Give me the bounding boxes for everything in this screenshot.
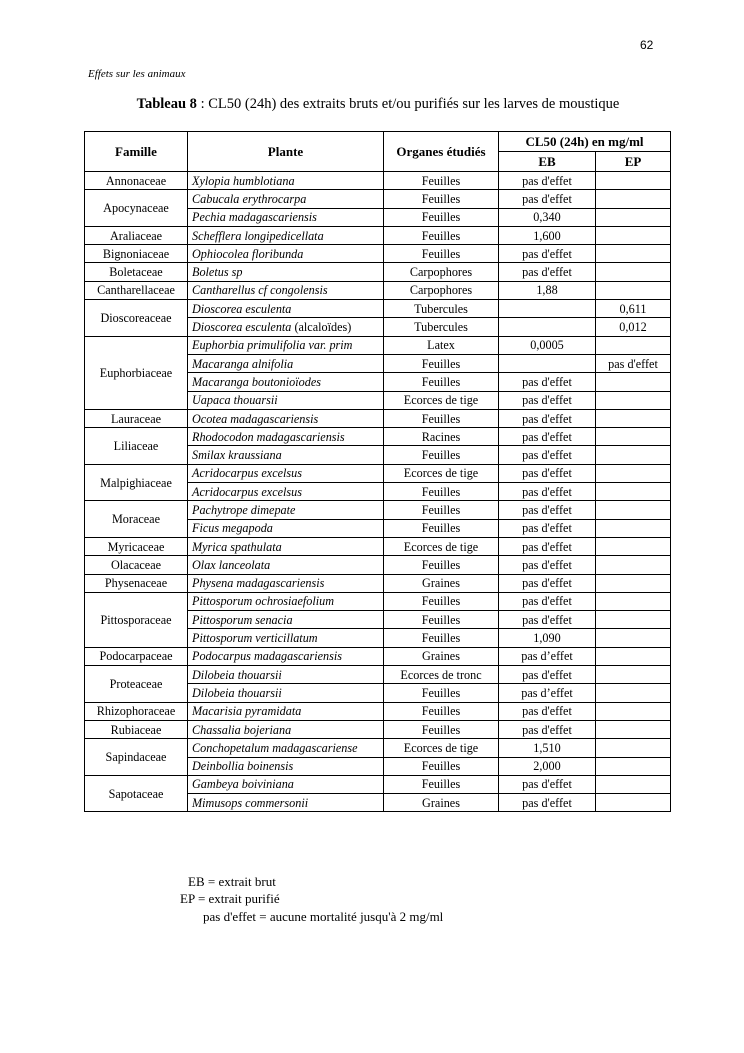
plant-cell xyxy=(188,300,384,318)
plant-name: Gambeya boiviniana xyxy=(192,777,294,792)
ep-value-cell xyxy=(596,245,671,263)
ep-value-cell xyxy=(596,592,671,610)
family-cell: Podocarpaceae xyxy=(85,647,188,665)
ep-value-cell xyxy=(596,647,671,665)
table-row xyxy=(85,739,671,757)
family-cell: Moraceae xyxy=(85,501,188,538)
eb-value-cell: 0,0005 xyxy=(499,336,596,354)
eb-value-cell: pas d'effet xyxy=(499,592,596,610)
ep-value-cell xyxy=(596,537,671,555)
ep-value-cell xyxy=(596,483,671,501)
organ-cell: Graines xyxy=(384,647,499,665)
plant-cell xyxy=(188,336,384,354)
family-cell: Olacaceae xyxy=(85,556,188,574)
organ-cell: Latex xyxy=(384,336,499,354)
plant-cell xyxy=(188,245,384,263)
ep-value-cell xyxy=(596,611,671,629)
table-row xyxy=(85,172,671,190)
table-row xyxy=(85,409,671,427)
plant-cell xyxy=(188,263,384,281)
ep-value-cell xyxy=(596,720,671,738)
ep-value-cell xyxy=(596,446,671,464)
eb-value-cell xyxy=(499,300,596,318)
plant-name: Olax lanceolata xyxy=(192,557,271,572)
organ-cell: Tubercules xyxy=(384,300,499,318)
eb-value-cell xyxy=(499,318,596,336)
table-caption xyxy=(0,96,744,113)
plant-cell xyxy=(188,574,384,592)
organ-cell: Feuilles xyxy=(384,775,499,793)
eb-value-cell: pas d’effet xyxy=(499,647,596,665)
table-row xyxy=(85,592,671,610)
organ-cell: Feuilles xyxy=(384,556,499,574)
plant-name: Dioscorea esculenta xyxy=(192,320,292,335)
eb-value-cell: pas d'effet xyxy=(499,775,596,793)
family-cell: Pittosporaceae xyxy=(85,592,188,647)
running-header: Effets sur les animaux xyxy=(88,68,186,80)
ep-value-cell: pas d'effet xyxy=(596,354,671,372)
organ-cell: Feuilles xyxy=(384,629,499,647)
organ-cell: Tubercules xyxy=(384,318,499,336)
plant-name: Deinbollia boinensis xyxy=(192,759,294,774)
family-cell: Proteaceae xyxy=(85,666,188,703)
organ-cell: Ecorces de tige xyxy=(384,739,499,757)
organ-cell: Feuilles xyxy=(384,611,499,629)
eb-value-cell: pas d'effet xyxy=(499,574,596,592)
table-row xyxy=(85,263,671,281)
table-row xyxy=(85,501,671,519)
plant-name: Pittosporum ochrosiaefolium xyxy=(192,594,335,609)
organ-cell: Carpophores xyxy=(384,281,499,299)
plant-cell xyxy=(188,172,384,190)
plant-cell xyxy=(188,611,384,629)
family-cell: Boletaceae xyxy=(85,263,188,281)
table-row xyxy=(85,300,671,318)
plant-name: Cabucala erythrocarpa xyxy=(192,191,307,206)
organ-cell: Feuilles xyxy=(384,702,499,720)
organ-cell: Feuilles xyxy=(384,172,499,190)
family-cell: Rhizophoraceae xyxy=(85,702,188,720)
plant-cell xyxy=(188,666,384,684)
ep-value-cell xyxy=(596,208,671,226)
family-cell: Annonaceae xyxy=(85,172,188,190)
plant-cell xyxy=(188,519,384,537)
plant-name: Boletus sp xyxy=(192,265,243,280)
ep-value-cell xyxy=(596,794,671,812)
plant-cell xyxy=(188,794,384,812)
ep-value-cell xyxy=(596,519,671,537)
organ-cell: Ecorces de tronc xyxy=(384,666,499,684)
plant-cell xyxy=(188,190,384,208)
plant-name: Ficus megapoda xyxy=(192,521,273,536)
plant-cell xyxy=(188,373,384,391)
eb-value-cell: pas d'effet xyxy=(499,409,596,427)
plant-name: Dioscorea esculenta xyxy=(192,301,292,316)
eb-value-cell: pas d'effet xyxy=(499,537,596,555)
eb-value-cell: pas d'effet xyxy=(499,483,596,501)
ep-value-cell xyxy=(596,281,671,299)
results-table xyxy=(84,131,671,812)
eb-value-cell: pas d'effet xyxy=(499,611,596,629)
family-cell: Bignoniaceae xyxy=(85,245,188,263)
plant-cell xyxy=(188,464,384,482)
plant-name: Ophiocolea floribunda xyxy=(192,246,304,261)
eb-value-cell xyxy=(499,354,596,372)
ep-value-cell: 0,611 xyxy=(596,300,671,318)
table-row xyxy=(85,190,671,208)
organ-cell: Feuilles xyxy=(384,501,499,519)
eb-value-cell: pas d'effet xyxy=(499,556,596,574)
plant-name: Xylopia humblotiana xyxy=(192,173,295,188)
family-cell: Physenaceae xyxy=(85,574,188,592)
table-row xyxy=(85,574,671,592)
organ-cell: Feuilles xyxy=(384,684,499,702)
ep-value-cell xyxy=(596,574,671,592)
table-row xyxy=(85,720,671,738)
eb-value-cell: pas d'effet xyxy=(499,464,596,482)
plant-cell xyxy=(188,592,384,610)
plant-cell xyxy=(188,739,384,757)
ep-value-cell xyxy=(596,226,671,244)
plant-cell xyxy=(188,281,384,299)
plant-name: Schefflera longipedicellata xyxy=(192,228,324,243)
plant-name: Mimusops commersonii xyxy=(192,795,309,810)
eb-value-cell: pas d'effet xyxy=(499,391,596,409)
header-famille: Famille xyxy=(85,132,188,172)
plant-cell xyxy=(188,501,384,519)
organ-cell: Feuilles xyxy=(384,354,499,372)
eb-value-cell: 1,510 xyxy=(499,739,596,757)
header-organes: Organes étudiés xyxy=(384,132,499,172)
family-cell: Araliaceae xyxy=(85,226,188,244)
organ-cell: Feuilles xyxy=(384,592,499,610)
header-plante: Plante xyxy=(188,132,384,172)
plant-cell xyxy=(188,409,384,427)
table-row xyxy=(85,556,671,574)
table-row xyxy=(85,666,671,684)
plant-name: Rhodocodon madagascariensis xyxy=(192,429,345,444)
family-cell: Rubiaceae xyxy=(85,720,188,738)
organ-cell: Feuilles xyxy=(384,720,499,738)
organ-cell: Feuilles xyxy=(384,519,499,537)
plant-name: Macaranga alnifolia xyxy=(192,356,294,371)
plant-cell xyxy=(188,556,384,574)
family-cell: Malpighiaceae xyxy=(85,464,188,501)
plant-cell xyxy=(188,629,384,647)
ep-value-cell xyxy=(596,464,671,482)
ep-value-cell xyxy=(596,501,671,519)
ep-value-cell xyxy=(596,666,671,684)
plant-name: Acridocarpus excelsus xyxy=(192,466,302,481)
ep-value-cell xyxy=(596,428,671,446)
eb-value-cell: 0,340 xyxy=(499,208,596,226)
plant-cell xyxy=(188,208,384,226)
legend-eb: EB = extrait brut xyxy=(188,874,276,889)
organ-cell: Ecorces de tige xyxy=(384,537,499,555)
ep-value-cell xyxy=(596,190,671,208)
family-cell: Sapindaceae xyxy=(85,739,188,776)
plant-name: Dilobeia thouarsii xyxy=(192,667,282,682)
eb-value-cell: pas d'effet xyxy=(499,446,596,464)
legend-pas-effet: pas d'effet = aucune mortalité jusqu'à 2 mg/ml xyxy=(203,909,444,924)
plant-cell xyxy=(188,391,384,409)
eb-value-cell: 1,88 xyxy=(499,281,596,299)
eb-value-cell: 2,000 xyxy=(499,757,596,775)
table-row xyxy=(85,775,671,793)
plant-cell xyxy=(188,428,384,446)
plant-name: Macarisia pyramidata xyxy=(192,704,302,719)
family-cell: Sapotaceae xyxy=(85,775,188,812)
ep-value-cell xyxy=(596,702,671,720)
plant-name: Smilax kraussiana xyxy=(192,448,282,463)
plant-name: Physena madagascariensis xyxy=(192,576,325,591)
plant-cell xyxy=(188,775,384,793)
family-cell: Euphorbiaceae xyxy=(85,336,188,409)
plant-name: Uapaca thouarsii xyxy=(192,393,278,408)
ep-value-cell xyxy=(596,373,671,391)
organ-cell: Ecorces de tige xyxy=(384,464,499,482)
plant-name: Ocotea madagascariensis xyxy=(192,411,319,426)
plant-name: Macaranga boutonioïodes xyxy=(192,374,321,389)
plant-cell xyxy=(188,446,384,464)
table-row xyxy=(85,245,671,263)
plant-name: Pechia madagascariensis xyxy=(192,210,317,225)
header-cl50: CL50 (24h) en mg/ml xyxy=(499,132,671,152)
eb-value-cell: pas d'effet xyxy=(499,263,596,281)
ep-value-cell xyxy=(596,263,671,281)
plant-cell xyxy=(188,483,384,501)
family-cell: Lauraceae xyxy=(85,409,188,427)
plant-name: Pittosporum verticillatum xyxy=(192,631,318,646)
family-cell: Dioscoreaceae xyxy=(85,300,188,337)
organ-cell: Feuilles xyxy=(384,446,499,464)
table-row xyxy=(85,647,671,665)
plant-note: (alcaloïdes) xyxy=(291,320,352,335)
ep-value-cell xyxy=(596,556,671,574)
eb-value-cell: pas d'effet xyxy=(499,172,596,190)
plant-name: Pachytrope dimepate xyxy=(192,502,296,517)
organ-cell: Racines xyxy=(384,428,499,446)
table-row xyxy=(85,702,671,720)
organ-cell: Feuilles xyxy=(384,245,499,263)
eb-value-cell: pas d'effet xyxy=(499,373,596,391)
eb-value-cell: 1,090 xyxy=(499,629,596,647)
plant-cell xyxy=(188,702,384,720)
ep-value-cell xyxy=(596,391,671,409)
table-row xyxy=(85,537,671,555)
eb-value-cell: pas d'effet xyxy=(499,702,596,720)
ep-value-cell xyxy=(596,172,671,190)
plant-cell xyxy=(188,537,384,555)
table-row xyxy=(85,281,671,299)
eb-value-cell: pas d'effet xyxy=(499,245,596,263)
ep-value-cell xyxy=(596,775,671,793)
plant-name: Pittosporum senacia xyxy=(192,612,293,627)
organ-cell: Feuilles xyxy=(384,409,499,427)
organ-cell: Ecorces de tige xyxy=(384,391,499,409)
plant-name: Chassalia bojeriana xyxy=(192,722,292,737)
ep-value-cell xyxy=(596,336,671,354)
table-row xyxy=(85,464,671,482)
plant-name: Cantharellus cf congolensis xyxy=(192,283,328,298)
ep-value-cell xyxy=(596,629,671,647)
family-cell: Liliaceae xyxy=(85,428,188,465)
plant-cell xyxy=(188,684,384,702)
eb-value-cell: pas d'effet xyxy=(499,720,596,738)
organ-cell: Carpophores xyxy=(384,263,499,281)
plant-name: Dilobeia thouarsii xyxy=(192,685,282,700)
eb-value-cell: pas d'effet xyxy=(499,190,596,208)
plant-cell xyxy=(188,354,384,372)
table-body xyxy=(85,172,671,812)
organ-cell: Feuilles xyxy=(384,483,499,501)
eb-value-cell: pas d'effet xyxy=(499,519,596,537)
family-cell: Myricaceae xyxy=(85,537,188,555)
plant-cell xyxy=(188,757,384,775)
table-row xyxy=(85,428,671,446)
organ-cell: Graines xyxy=(384,794,499,812)
family-cell: Apocynaceae xyxy=(85,190,188,227)
organ-cell: Feuilles xyxy=(384,190,499,208)
plant-cell xyxy=(188,720,384,738)
eb-value-cell: pas d'effet xyxy=(499,794,596,812)
eb-value-cell: pas d’effet xyxy=(499,684,596,702)
header-eb: EB xyxy=(499,152,596,172)
ep-value-cell: 0,012 xyxy=(596,318,671,336)
header-ep: EP xyxy=(596,152,671,172)
organ-cell: Feuilles xyxy=(384,373,499,391)
eb-value-cell: pas d'effet xyxy=(499,428,596,446)
organ-cell: Feuilles xyxy=(384,226,499,244)
plant-name: Podocarpus madagascariensis xyxy=(192,649,342,664)
organ-cell: Feuilles xyxy=(384,208,499,226)
ep-value-cell xyxy=(596,409,671,427)
eb-value-cell: 1,600 xyxy=(499,226,596,244)
legend-ep: EP = extrait purifié xyxy=(180,891,280,906)
family-cell: Cantharellaceae xyxy=(85,281,188,299)
plant-name: Myrica spathulata xyxy=(192,539,282,554)
plant-name: Euphorbia primulifolia var. prim xyxy=(192,338,353,353)
plant-cell xyxy=(188,647,384,665)
plant-name: Conchopetalum madagascariense xyxy=(192,740,358,755)
plant-cell xyxy=(188,226,384,244)
caption-text: : CL50 (24h) des extraits bruts et/ou purifiés sur les larves de moustique xyxy=(196,96,620,112)
table-row xyxy=(85,336,671,354)
eb-value-cell: pas d'effet xyxy=(499,501,596,519)
ep-value-cell xyxy=(596,684,671,702)
eb-value-cell: pas d'effet xyxy=(499,666,596,684)
table-row xyxy=(85,226,671,244)
plant-name: Acridocarpus excelsus xyxy=(192,484,302,499)
plant-cell xyxy=(188,318,384,336)
organ-cell: Graines xyxy=(384,574,499,592)
organ-cell: Feuilles xyxy=(384,757,499,775)
caption-label: Tableau 8 xyxy=(136,96,197,112)
ep-value-cell xyxy=(596,739,671,757)
ep-value-cell xyxy=(596,757,671,775)
page-number: 62 xyxy=(640,38,654,52)
